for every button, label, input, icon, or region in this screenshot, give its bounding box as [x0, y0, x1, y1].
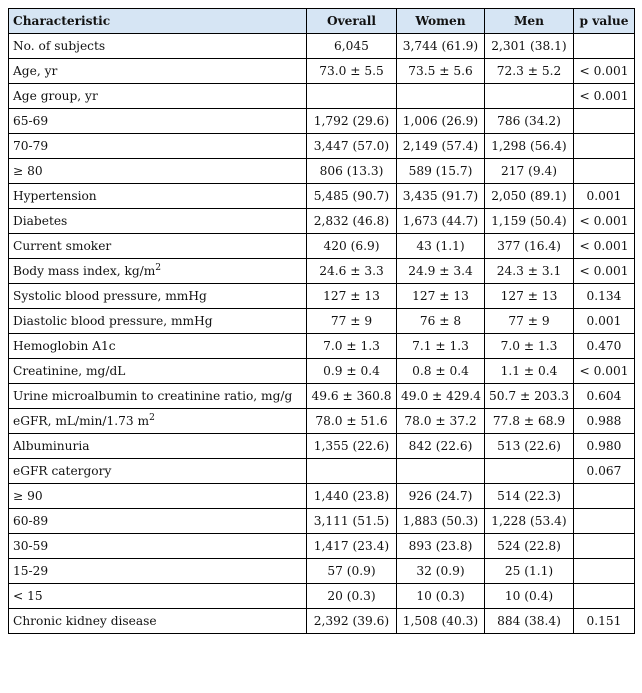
cell-men: 2,301 (38.1) — [485, 34, 574, 59]
row-label: Diastolic blood pressure, mmHg — [13, 314, 213, 328]
row-label: Hypertension — [13, 189, 97, 203]
cell-women: 32 (0.9) — [397, 559, 485, 584]
row-label-cell — [9, 359, 307, 384]
table-row — [9, 259, 635, 284]
row-label-cell — [9, 159, 307, 184]
row-label-cell — [9, 259, 307, 284]
row-label-cell — [9, 534, 307, 559]
row-label: Current smoker — [13, 239, 112, 253]
cell-p-value — [574, 134, 635, 159]
cell-women: 76 ± 8 — [397, 309, 485, 334]
cell-men: 7.0 ± 1.3 — [485, 334, 574, 359]
row-label-cell — [9, 384, 307, 409]
row-label-cell — [9, 334, 307, 359]
cell-overall: 127 ± 13 — [307, 284, 397, 309]
cell-overall: 1,792 (29.6) — [307, 109, 397, 134]
row-label-cell — [9, 484, 307, 509]
header-characteristic: Characteristic — [9, 9, 307, 34]
row-label-cell — [9, 609, 307, 634]
row-label: ≥ 80 — [13, 164, 43, 178]
cell-women: 7.1 ± 1.3 — [397, 334, 485, 359]
table-row — [9, 384, 635, 409]
cell-p-value: 0.134 — [574, 284, 635, 309]
table-row — [9, 34, 635, 59]
cell-overall — [307, 84, 397, 109]
cell-p-value — [574, 559, 635, 584]
cell-men: 884 (38.4) — [485, 609, 574, 634]
cell-overall: 20 (0.3) — [307, 584, 397, 609]
cell-p-value: < 0.001 — [574, 209, 635, 234]
row-label: ≥ 90 — [13, 489, 43, 503]
cell-overall: 806 (13.3) — [307, 159, 397, 184]
table-row — [9, 334, 635, 359]
table-row — [9, 534, 635, 559]
cell-women: 10 (0.3) — [397, 584, 485, 609]
table-row — [9, 559, 635, 584]
cell-overall: 7.0 ± 1.3 — [307, 334, 397, 359]
cell-men — [485, 84, 574, 109]
cell-p-value — [574, 584, 635, 609]
cell-p-value: 0.001 — [574, 184, 635, 209]
cell-p-value — [574, 509, 635, 534]
header-p-value: p value — [574, 9, 635, 34]
row-label: Systolic blood pressure, mmHg — [13, 289, 207, 303]
cell-men: 377 (16.4) — [485, 234, 574, 259]
cell-overall: 2,832 (46.8) — [307, 209, 397, 234]
cell-p-value: 0.470 — [574, 334, 635, 359]
cell-women: 0.8 ± 0.4 — [397, 359, 485, 384]
cell-women: 1,883 (50.3) — [397, 509, 485, 534]
row-label-cell — [9, 209, 307, 234]
header-overall: Overall — [307, 9, 397, 34]
table-row — [9, 209, 635, 234]
cell-men: 72.3 ± 5.2 — [485, 59, 574, 84]
cell-overall: 420 (6.9) — [307, 234, 397, 259]
cell-p-value: < 0.001 — [574, 84, 635, 109]
table-row — [9, 134, 635, 159]
row-label: 65-69 — [13, 114, 49, 128]
table-row — [9, 284, 635, 309]
cell-men: 77.8 ± 68.9 — [485, 409, 574, 434]
row-label: Age, yr — [13, 64, 58, 78]
table-body — [9, 34, 635, 634]
row-label: Hemoglobin A1c — [13, 339, 116, 353]
header-men: Men — [485, 9, 574, 34]
cell-women: 43 (1.1) — [397, 234, 485, 259]
cell-men: 24.3 ± 3.1 — [485, 259, 574, 284]
cell-women: 1,508 (40.3) — [397, 609, 485, 634]
cell-p-value: 0.604 — [574, 384, 635, 409]
cell-men: 524 (22.8) — [485, 534, 574, 559]
cell-p-value: 0.067 — [574, 459, 635, 484]
row-label-cell — [9, 109, 307, 134]
table-row — [9, 184, 635, 209]
cell-men — [485, 459, 574, 484]
table-row — [9, 309, 635, 334]
row-label-cell — [9, 559, 307, 584]
table-row — [9, 59, 635, 84]
table-row — [9, 584, 635, 609]
cell-men: 217 (9.4) — [485, 159, 574, 184]
cell-overall: 77 ± 9 — [307, 309, 397, 334]
cell-women: 3,744 (61.9) — [397, 34, 485, 59]
cell-women: 24.9 ± 3.4 — [397, 259, 485, 284]
row-label-cell — [9, 134, 307, 159]
table-row — [9, 509, 635, 534]
cell-overall: 3,447 (57.0) — [307, 134, 397, 159]
cell-women: 73.5 ± 5.6 — [397, 59, 485, 84]
table-row — [9, 84, 635, 109]
table-row — [9, 234, 635, 259]
cell-p-value — [574, 34, 635, 59]
row-label: Creatinine, mg/dL — [13, 364, 126, 378]
cell-overall: 5,485 (90.7) — [307, 184, 397, 209]
row-label-cell — [9, 59, 307, 84]
cell-overall: 0.9 ± 0.4 — [307, 359, 397, 384]
cell-men: 25 (1.1) — [485, 559, 574, 584]
row-label: Chronic kidney disease — [13, 614, 157, 628]
row-label: Urine microalbumin to creatinine ratio, mg/g — [13, 389, 293, 403]
cell-p-value — [574, 109, 635, 134]
unit-superscript: 2 — [149, 412, 155, 423]
header-row — [9, 9, 635, 34]
cell-overall: 1,440 (23.8) — [307, 484, 397, 509]
row-label: Age group, yr — [13, 89, 98, 103]
cell-overall: 2,392 (39.6) — [307, 609, 397, 634]
cell-men: 50.7 ± 203.3 — [485, 384, 574, 409]
row-label: Body mass index, kg/m — [13, 264, 156, 278]
cell-overall: 73.0 ± 5.5 — [307, 59, 397, 84]
row-label: < 15 — [13, 589, 43, 603]
cell-women: 3,435 (91.7) — [397, 184, 485, 209]
row-label-cell — [9, 409, 307, 434]
row-label: eGFR catergory — [13, 464, 112, 478]
cell-women: 78.0 ± 37.2 — [397, 409, 485, 434]
cell-overall — [307, 459, 397, 484]
cell-overall: 78.0 ± 51.6 — [307, 409, 397, 434]
row-label-cell — [9, 184, 307, 209]
cell-men: 1,159 (50.4) — [485, 209, 574, 234]
table-row — [9, 409, 635, 434]
cell-overall: 3,111 (51.5) — [307, 509, 397, 534]
cell-women: 2,149 (57.4) — [397, 134, 485, 159]
cell-women: 589 (15.7) — [397, 159, 485, 184]
row-label: 30-59 — [13, 539, 49, 553]
cell-men: 1.1 ± 0.4 — [485, 359, 574, 384]
cell-overall: 49.6 ± 360.8 — [307, 384, 397, 409]
cell-p-value: < 0.001 — [574, 259, 635, 284]
row-label-cell — [9, 584, 307, 609]
row-label: 70-79 — [13, 139, 49, 153]
row-label: No. of subjects — [13, 39, 106, 53]
cell-women — [397, 459, 485, 484]
header-women: Women — [397, 9, 485, 34]
cell-women: 893 (23.8) — [397, 534, 485, 559]
row-label: 60-89 — [13, 514, 49, 528]
row-label-cell — [9, 459, 307, 484]
unit-superscript: 2 — [155, 262, 162, 273]
cell-p-value — [574, 159, 635, 184]
cell-men: 77 ± 9 — [485, 309, 574, 334]
cell-men: 514 (22.3) — [485, 484, 574, 509]
cell-women: 842 (22.6) — [397, 434, 485, 459]
cell-women — [397, 84, 485, 109]
characteristics-table-container — [8, 8, 634, 634]
cell-men: 10 (0.4) — [485, 584, 574, 609]
cell-women: 926 (24.7) — [397, 484, 485, 509]
table-row — [9, 434, 635, 459]
table-row — [9, 484, 635, 509]
row-label-cell — [9, 434, 307, 459]
row-label: 15-29 — [13, 564, 49, 578]
cell-p-value: 0.988 — [574, 409, 635, 434]
table-row — [9, 459, 635, 484]
row-label-cell — [9, 509, 307, 534]
cell-p-value: < 0.001 — [574, 234, 635, 259]
cell-overall: 24.6 ± 3.3 — [307, 259, 397, 284]
cell-men: 127 ± 13 — [485, 284, 574, 309]
cell-overall: 57 (0.9) — [307, 559, 397, 584]
table-row — [9, 359, 635, 384]
cell-overall: 1,417 (23.4) — [307, 534, 397, 559]
cell-p-value: 0.151 — [574, 609, 635, 634]
row-label-cell — [9, 284, 307, 309]
cell-overall: 1,355 (22.6) — [307, 434, 397, 459]
cell-p-value: 0.980 — [574, 434, 635, 459]
row-label-cell — [9, 234, 307, 259]
cell-men: 1,228 (53.4) — [485, 509, 574, 534]
cell-women: 1,006 (26.9) — [397, 109, 485, 134]
table-row — [9, 109, 635, 134]
row-label: Diabetes — [13, 214, 68, 228]
table-row — [9, 159, 635, 184]
cell-women: 127 ± 13 — [397, 284, 485, 309]
cell-men: 1,298 (56.4) — [485, 134, 574, 159]
row-label-cell — [9, 84, 307, 109]
row-label: eGFR, mL/min/1.73 m — [13, 414, 150, 428]
row-label: Albuminuria — [13, 439, 90, 453]
cell-p-value — [574, 534, 635, 559]
table-row — [9, 609, 635, 634]
cell-overall: 6,045 — [307, 34, 397, 59]
cell-women: 49.0 ± 429.4 — [397, 384, 485, 409]
characteristics-table — [8, 8, 635, 634]
table-header — [9, 9, 635, 34]
row-label-cell — [9, 34, 307, 59]
cell-p-value: 0.001 — [574, 309, 635, 334]
cell-men: 2,050 (89.1) — [485, 184, 574, 209]
cell-women: 1,673 (44.7) — [397, 209, 485, 234]
row-label-cell — [9, 309, 307, 334]
cell-p-value — [574, 484, 635, 509]
cell-p-value: < 0.001 — [574, 59, 635, 84]
cell-men: 786 (34.2) — [485, 109, 574, 134]
cell-men: 513 (22.6) — [485, 434, 574, 459]
cell-p-value: < 0.001 — [574, 359, 635, 384]
